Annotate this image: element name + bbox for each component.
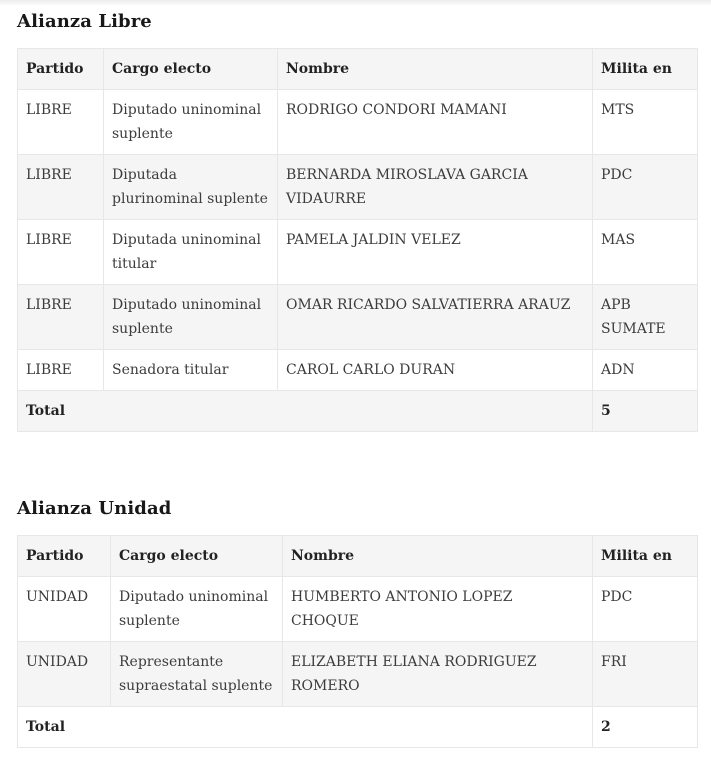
cell-milita: PDC [593,577,698,642]
cell-partido: LIBRE [18,285,104,350]
cell-nombre: HUMBERTO ANTONIO LOPEZ CHOQUE [283,577,593,642]
cell-partido: UNIDAD [18,577,111,642]
cell-cargo: Senadora titular [104,350,278,391]
header-row [18,536,698,577]
column-header-milita: Milita en [593,49,698,90]
table-row [18,220,698,285]
cell-nombre: CAROL CARLO DURAN [278,350,593,391]
page [0,6,711,768]
cell-milita: FRI [593,642,698,707]
table-row [18,285,698,350]
total-row [18,391,698,432]
total-row [18,707,698,748]
cell-partido: LIBRE [18,350,104,391]
table-row [18,155,698,220]
cell-nombre: PAMELA JALDIN VELEZ [278,220,593,285]
alliance-section-1 [17,10,697,432]
table-row [18,577,698,642]
total-value: 2 [593,707,698,748]
cell-milita: APB SUMATE [593,285,698,350]
cell-cargo: Representante supraestatal suplente [111,642,283,707]
cell-partido: UNIDAD [18,642,111,707]
cell-milita: ADN [593,350,698,391]
total-label: Total [18,391,593,432]
total-label: Total [18,707,593,748]
cell-cargo: Diputada plurinominal suplente [104,155,278,220]
alliance-table [17,48,698,432]
table-row [18,642,698,707]
column-header-cargo: Cargo electo [111,536,283,577]
cell-nombre: ELIZABETH ELIANA RODRIGUEZ ROMERO [283,642,593,707]
cell-nombre: RODRIGO CONDORI MAMANI [278,90,593,155]
cell-milita: MAS [593,220,698,285]
header-row [18,49,698,90]
column-header-nombre: Nombre [278,49,593,90]
cell-milita: MTS [593,90,698,155]
column-header-cargo: Cargo electo [104,49,278,90]
cell-milita: PDC [593,155,698,220]
cell-nombre: BERNARDA MIROSLAVA GARCIA VIDAURRE [278,155,593,220]
cell-partido: LIBRE [18,155,104,220]
column-header-nombre: Nombre [283,536,593,577]
column-header-partido: Partido [18,49,104,90]
alliance-table [17,535,698,748]
total-value: 5 [593,391,698,432]
alliance-section-2 [17,497,697,748]
cell-partido: LIBRE [18,90,104,155]
cell-cargo: Diputado uninominal suplente [104,90,278,155]
table-row [18,350,698,391]
alliance-title: Alianza Unidad [17,498,172,519]
content [17,10,697,748]
column-header-partido: Partido [18,536,111,577]
alliance-title: Alianza Libre [17,11,152,32]
cell-cargo: Diputado uninominal suplente [111,577,283,642]
cell-cargo: Diputada uninominal titular [104,220,278,285]
cell-cargo: Diputado uninominal suplente [104,285,278,350]
column-header-milita: Milita en [593,536,698,577]
cell-partido: LIBRE [18,220,104,285]
cell-nombre: OMAR RICARDO SALVATIERRA ARAUZ [278,285,593,350]
table-row [18,90,698,155]
